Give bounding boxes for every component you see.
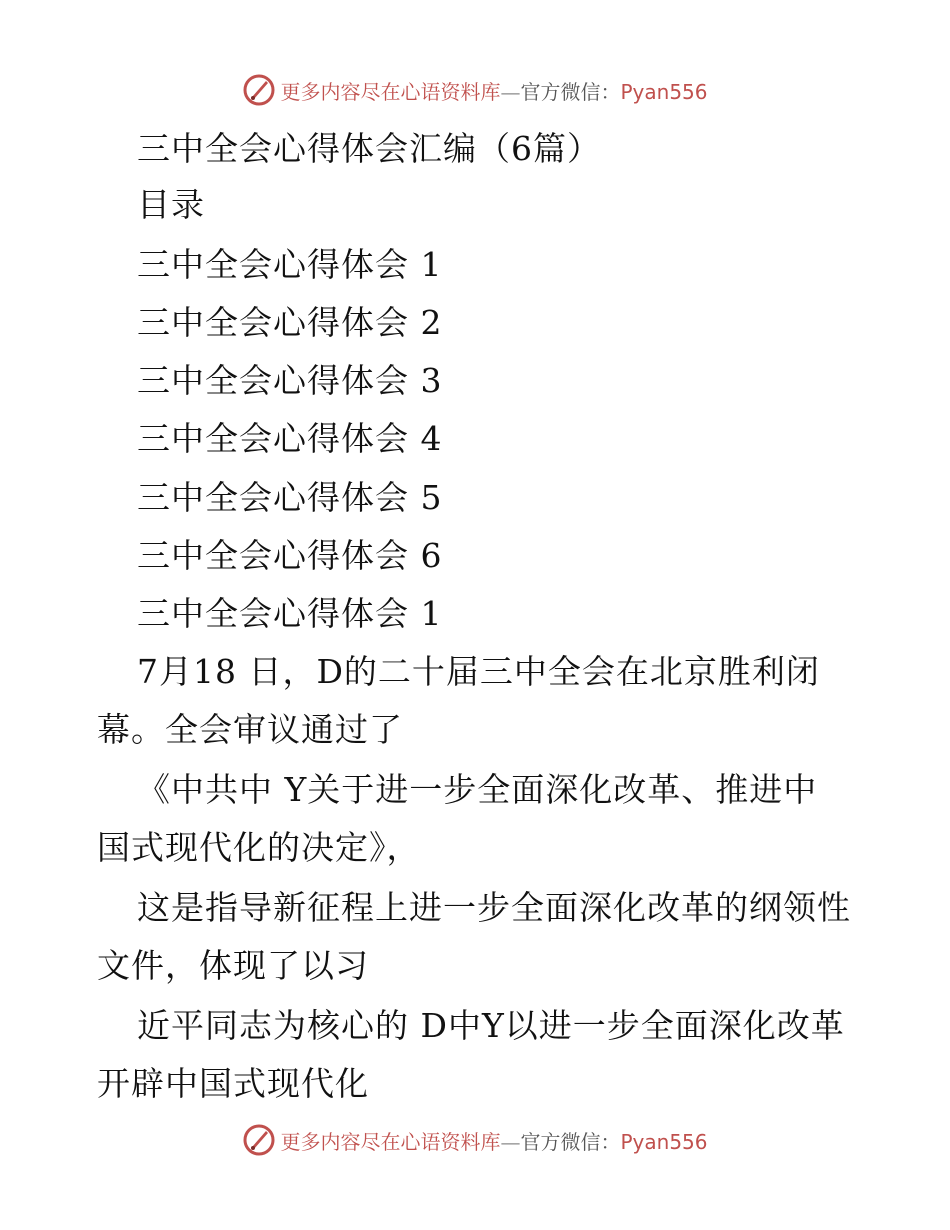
banner-main-text: 更多内容尽在心语资料库 [280, 1129, 501, 1154]
header-banner [0, 70, 950, 110]
toc-item: 三中全会心得体会 4 [137, 419, 443, 458]
banner-main-text: 更多内容尽在心语资料库 [280, 79, 501, 104]
banner-label: 官方微信： [520, 1129, 621, 1154]
document-title: 三中全会心得体会汇编（6篇） [137, 129, 601, 168]
toc-item: 三中全会心得体会 1 [137, 245, 443, 284]
banner-text [280, 1126, 707, 1155]
footer-banner [0, 1120, 950, 1160]
paragraph-line: 近平同志为核心的 D中Y以进一步全面深化改革 [137, 1006, 845, 1045]
banner-wechat-id: Pyan556 [620, 79, 708, 104]
banner-separator: — [500, 1129, 521, 1154]
paragraph-line: 《中共中 Y关于进一步全面深化改革、推进中 [137, 770, 818, 809]
quill-pen-circle-icon [242, 73, 276, 107]
banner-wechat-id: Pyan556 [620, 1129, 708, 1154]
toc-item: 三中全会心得体会 2 [137, 303, 443, 342]
section-heading: 三中全会心得体会 1 [137, 594, 443, 633]
banner-text [280, 76, 707, 105]
banner-label: 官方微信： [520, 79, 621, 104]
paragraph-line: 7月18 日，D的二十届三中全会在北京胜利闭 [137, 652, 820, 691]
paragraph-line: 开辟中国式现代化 [97, 1064, 369, 1103]
toc-item: 三中全会心得体会 5 [137, 478, 443, 517]
paragraph-line: 幕。全会审议通过了 [97, 710, 403, 749]
toc-item: 三中全会心得体会 3 [137, 361, 443, 400]
paragraph-line: 这是指导新征程上进一步全面深化改革的纲领性 [137, 888, 851, 927]
toc-item: 三中全会心得体会 6 [137, 536, 443, 575]
paragraph-line: 国式现代化的决定》， [97, 828, 421, 867]
paragraph-line: 文件，体现了以习 [97, 946, 369, 985]
banner-separator: — [500, 79, 521, 104]
quill-pen-circle-icon [242, 1123, 276, 1157]
toc-heading: 目录 [137, 185, 205, 224]
